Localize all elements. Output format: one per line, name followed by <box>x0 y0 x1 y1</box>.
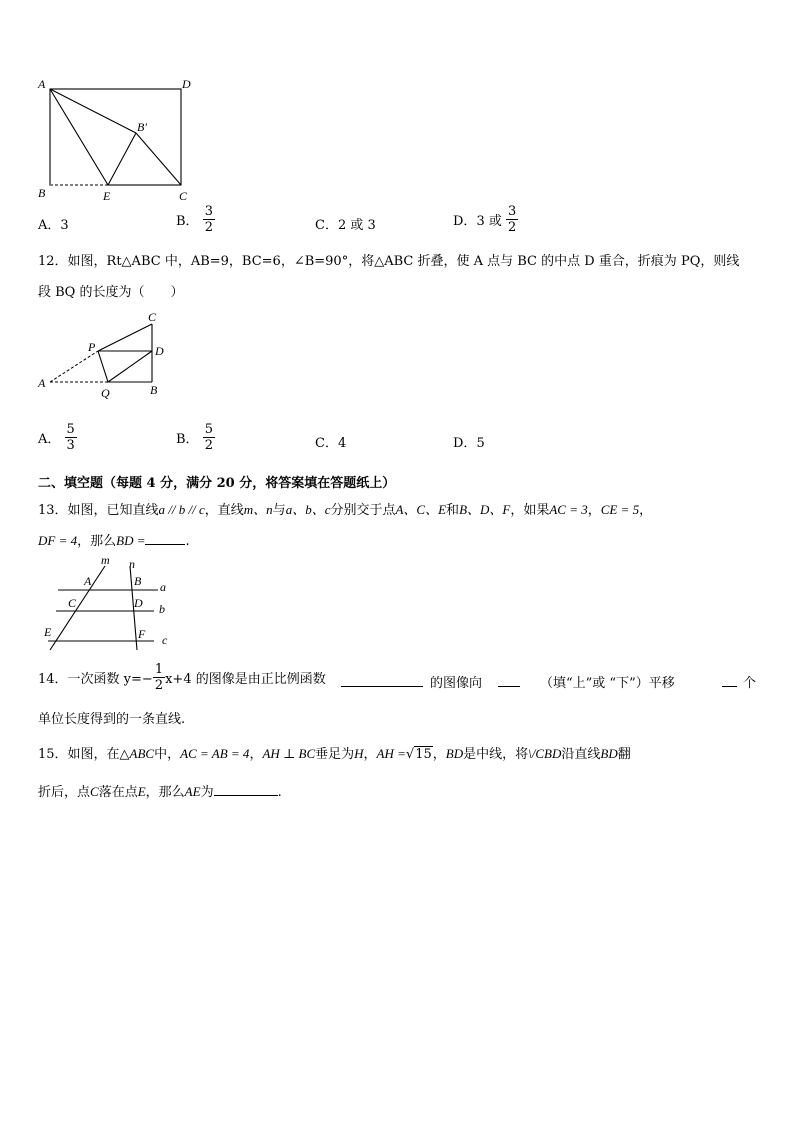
figure-q13-parallel-lines <box>30 552 180 652</box>
q15-line2: 折后，点C落在点E，那么AE为 . <box>38 784 282 800</box>
answer-blank-ae[interactable] <box>214 783 278 796</box>
q12-option-d: D．5 <box>453 436 485 451</box>
label-d: D <box>155 344 164 358</box>
answer-blank-function[interactable] <box>341 674 423 687</box>
label-b-point: B <box>134 574 142 588</box>
label-e-point: E <box>44 625 52 639</box>
q14-text-ge: 个 <box>743 676 757 691</box>
line-m <box>50 566 105 650</box>
q14-line2: 单位长度得到的一条直线. <box>38 712 186 727</box>
q12-line1: 12．如图，Rt△ABC 中，AB=9，BC=6，∠B=90°，将△ABC 折叠，使 A 点与 BC 的中点 D 重合，折痕为 PQ，则线 <box>38 254 740 269</box>
q14-line1: 14．一次函数 y=− $\frac{1}{2}$ x+4 的图像是由正比例函数 <box>38 662 326 693</box>
label-a: A <box>38 376 46 390</box>
q13-line1: 13．如图，已知直线a // b // c，直线m、n与a、b、c分别交于点A、C、E和B、D、F，如果AC = 3，CE = 5， <box>38 502 653 518</box>
label-e: E <box>103 189 111 203</box>
answer-blank-direction[interactable] <box>498 674 520 687</box>
answer-blank-bd[interactable] <box>145 532 185 545</box>
label-d-point: D <box>134 596 143 610</box>
q15-line1: 15．如图，在△ABC中，AC = AB = 4，AH ⊥ BC垂足为H，AH =√15，BD是中线，将\/CBD沿直线BD翻 <box>38 746 631 762</box>
q14-text-fill: （填“上”或 “下”）平移 <box>540 676 675 691</box>
q12-line2: 段 BQ 的长度为（ ） <box>38 285 184 300</box>
q11-option-a: A．3 <box>38 218 69 233</box>
square-root-15: √15 <box>405 747 432 762</box>
label-line-a: a <box>160 580 166 594</box>
fraction-5-over-2: $\frac{5}{2}$ <box>204 422 213 453</box>
label-q: Q <box>101 386 110 400</box>
segment-eb-prime <box>108 133 136 185</box>
q12-option-b: B． $\frac{5}{2}$ <box>176 422 213 453</box>
q12-option-c: C．4 <box>315 436 347 451</box>
q11-option-b: B． $\frac{3}{2}$ <box>176 204 213 235</box>
segment-qd <box>108 351 152 382</box>
fraction-5-over-3: $\frac{5}{3}$ <box>66 422 75 453</box>
label-n: n <box>129 557 135 571</box>
label-b: B <box>150 383 158 397</box>
fraction-1-over-2: $\frac{1}{2}$ <box>154 662 164 693</box>
label-a: A <box>38 77 46 91</box>
segment-pq <box>98 351 108 382</box>
label-line-b: b <box>159 602 165 616</box>
label-b: B <box>38 186 46 200</box>
q11-option-c: C．2 或 3 <box>315 218 376 233</box>
q11-option-d: D．3 或 $\frac{3}{2}$ <box>453 204 517 235</box>
label-c: C <box>148 310 157 324</box>
label-a-point: A <box>84 574 92 588</box>
segment-b-prime-c <box>136 133 181 185</box>
label-f-point: F <box>138 627 146 641</box>
fraction-3-over-2-d: $\frac{3}{2}$ <box>507 204 517 235</box>
segment-pc <box>98 324 152 351</box>
label-d: D <box>182 77 191 91</box>
answer-blank-units[interactable] <box>722 674 737 687</box>
dashed-segment-ap <box>50 351 98 382</box>
q14-text-direction: 的图像向 <box>430 676 483 691</box>
label-line-c: c <box>162 633 168 647</box>
label-c-point: C <box>68 596 77 610</box>
fraction-3-over-2: $\frac{3}{2}$ <box>204 204 213 235</box>
section-heading-fill-blank: 二、填空题（每题 4 分，满分 20 分，将答案填在答题纸上） <box>38 476 396 491</box>
label-m: m <box>101 553 110 567</box>
figure-q12-triangle-fold <box>30 305 180 405</box>
figure-q11-rectangle-fold <box>30 72 200 207</box>
q12-option-a: A． $\frac{5}{3}$ <box>38 422 75 453</box>
label-b-prime: B′ <box>137 120 147 134</box>
label-c: C <box>179 189 188 203</box>
q13-line2: DF = 4，那么BD = . <box>38 533 190 549</box>
label-p: P <box>88 340 96 354</box>
